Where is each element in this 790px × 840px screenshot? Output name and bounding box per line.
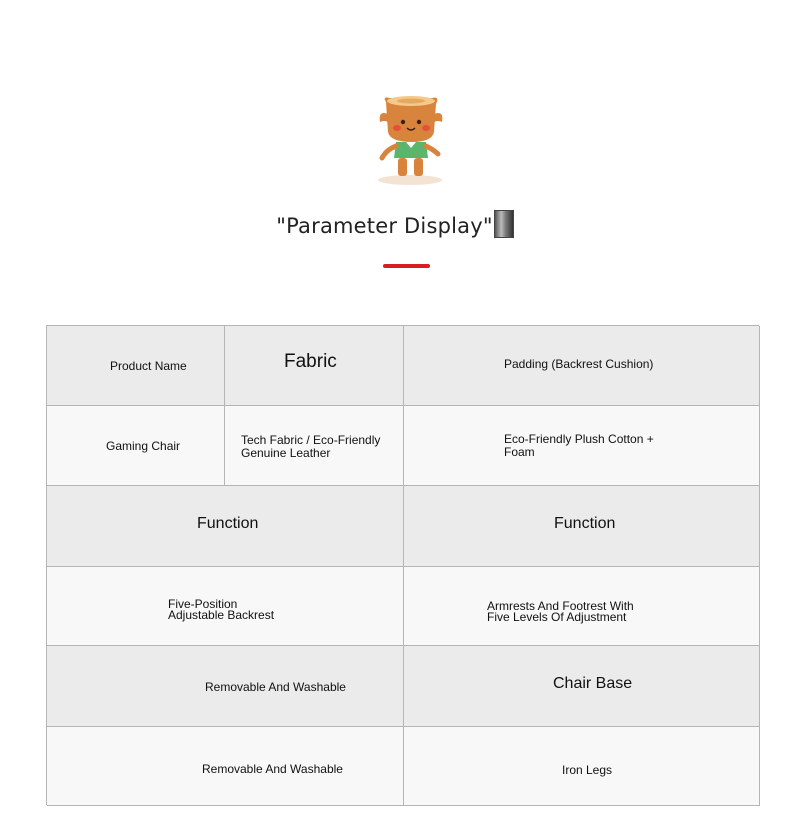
cell-removable-value: Removable And Washable (47, 727, 404, 806)
cell-fabric-value: Tech Fabric / Eco-Friendly Genuine Leather (225, 406, 404, 486)
cell-chair-base-value: Iron Legs (404, 727, 760, 806)
cell-padding-label: Padding (Backrest Cushion) (404, 326, 760, 406)
cell-backrest-value: Five-Position Adjustable Backrest (47, 567, 404, 646)
cell-chair-base-label: Chair Base (404, 646, 760, 727)
cell-fabric-label: Fabric (225, 326, 404, 406)
image-fragment-icon (494, 210, 514, 238)
page-title: "Parameter Display" (0, 210, 790, 238)
cell-product-name-label: Product Name (47, 326, 225, 406)
cell-padding-value: Eco-Friendly Plush Cotton + Foam (404, 406, 760, 486)
cell-armrest-value: Armrests And Footrest With Five Levels Of Adjustment (404, 567, 760, 646)
title-underline (383, 264, 430, 268)
cell-product-name-value: Gaming Chair (47, 406, 225, 486)
parameter-table (46, 325, 759, 805)
cell-function-label-right: Function (404, 486, 760, 567)
cell-function-label-left: Function (47, 486, 404, 567)
tree-stump-mascot-icon (372, 92, 450, 188)
cell-removable-label: Removable And Washable (47, 646, 404, 727)
